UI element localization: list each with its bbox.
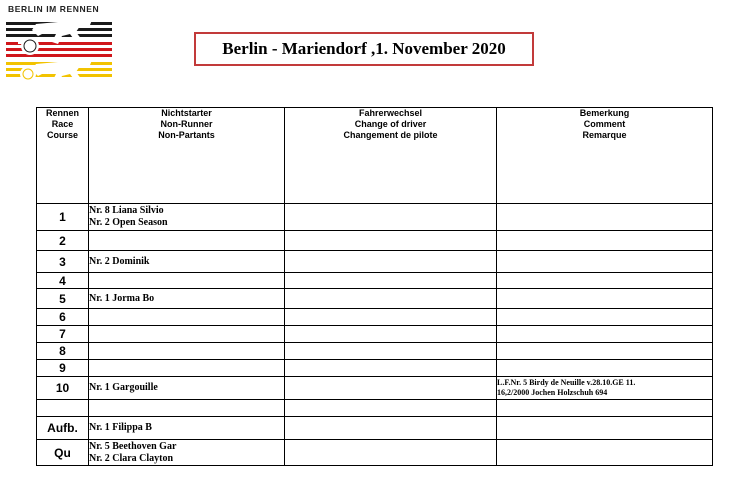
table-row [37,377,713,400]
race-number: 8 [37,343,89,360]
table-row [37,440,713,466]
nonrunner-cell [89,360,285,377]
remark-cell [497,251,713,273]
header-driver [285,108,497,204]
remark-cell [497,417,713,440]
table-row [37,417,713,440]
trotting-horse-flag-logo [6,16,118,86]
remark-cell [497,440,713,466]
race-number: 1 [37,204,89,231]
race-number: 5 [37,289,89,309]
race-number: Qu [37,440,89,466]
nonrunner-entry: Nr. 2 Dominik [89,255,150,267]
nonrunner-cell [89,377,285,400]
remark-cell [497,204,713,231]
race-number: 2 [37,231,89,251]
driver-change-cell [285,309,497,326]
driver-change-cell [285,377,497,400]
header-remark-en: Comment [583,119,626,129]
nonrunner-entry: Nr. 2 Clara Clayton [89,452,174,464]
nonrunner-table [36,107,713,466]
driver-change-cell [285,400,497,417]
header-driver-de: Fahrerwechsel [358,108,423,118]
driver-change-cell [285,417,497,440]
table-row [37,400,713,417]
race-number: Aufb. [37,417,89,440]
driver-change-cell [285,343,497,360]
nonrunner-cell [89,289,285,309]
table-row [37,289,713,309]
race-number: 6 [37,309,89,326]
logo-text: BERLIN IM RENNEN [8,4,100,14]
table-row [37,273,713,289]
table-row [37,204,713,231]
header-race [37,108,89,204]
remark-line: 16,2/2000 Jochen Holzschuh 694 [497,388,608,397]
race-number: 10 [37,377,89,400]
driver-change-cell [285,360,497,377]
table-row [37,309,713,326]
header-remark [497,108,713,204]
race-number [37,400,89,417]
remark-cell [497,231,713,251]
header-nonrunner [89,108,285,204]
driver-change-cell [285,326,497,343]
nonrunner-cell [89,231,285,251]
nonrunner-entry: Nr. 8 Liana Silvio [89,205,164,216]
header-nonrunner-de: Nichtstarter [161,108,212,118]
nonrunner-cell [89,309,285,326]
nonrunner-cell [89,204,285,231]
driver-change-cell [285,273,497,289]
race-number: 3 [37,251,89,273]
remark-cell [497,343,713,360]
header-row [37,108,713,204]
nonrunner-entry: Nr. 1 Jorma Bo [89,292,155,304]
remark-cell [497,309,713,326]
header-remark-de: Bemerkung [579,108,630,118]
nonrunner-entry: Nr. 5 Beethoven Gar [89,440,177,452]
remark-cell [497,360,713,377]
header-driver-fr: Changement de pilote [343,130,438,140]
header-remark-fr: Remarque [582,130,627,140]
race-number: 9 [37,360,89,377]
race-number: 7 [37,326,89,343]
header-nonrunner-en: Non-Runner [160,119,213,129]
driver-change-cell [285,289,497,309]
table-row [37,326,713,343]
nonrunner-entry: Nr. 1 Filippa B [89,422,152,433]
header-nonrunner-fr: Non-Partants [158,130,215,140]
nonrunner-cell [89,326,285,343]
header-race-en: Race [51,119,74,129]
race-number: 4 [37,273,89,289]
driver-change-cell [285,251,497,273]
table-row [37,251,713,273]
driver-change-cell [285,231,497,251]
driver-change-cell [285,440,497,466]
header-race-de: Rennen [45,108,79,118]
page-title: Berlin - Mariendorf ,1. November 2020 [194,32,534,66]
remark-line: L.F.Nr. 5 Birdy de Neuille v.28.10.GE 11. [497,378,636,387]
nonrunner-cell [89,400,285,417]
driver-change-cell [285,204,497,231]
nonrunner-cell [89,273,285,289]
header-race-fr: Course [46,130,78,140]
logo [6,4,118,86]
nonrunner-entry: Nr. 1 Gargouille [89,382,158,393]
nonrunner-cell [89,440,285,466]
nonrunner-cell [89,417,285,440]
remark-cell [497,273,713,289]
remark-cell [497,400,713,417]
nonrunner-cell [89,343,285,360]
nonrunner-cell [89,251,285,273]
table-body [37,204,713,466]
header-driver-en: Change of driver [354,119,427,129]
remark-cell [497,289,713,309]
table-row [37,343,713,360]
remark-cell [497,377,713,400]
table-row [37,360,713,377]
remark-cell [497,326,713,343]
table-row [37,231,713,251]
nonrunner-entry: Nr. 2 Open Season [89,217,168,228]
